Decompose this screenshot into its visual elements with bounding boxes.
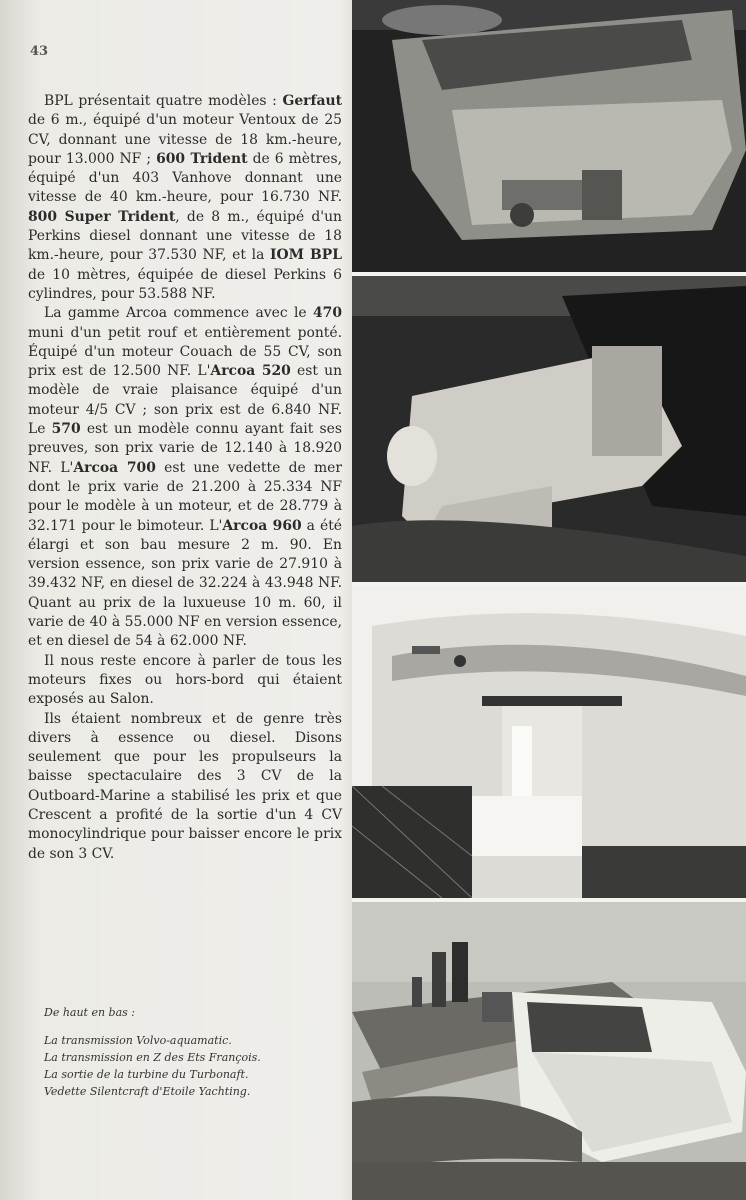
model-name: Gerfaut bbox=[282, 93, 342, 109]
text-run: est un modèle de vraie plaisance équipé d'un moteur 4/5 CV ; son prix est de 6.840 NF. Le bbox=[28, 363, 343, 438]
photo-column bbox=[352, 0, 746, 1200]
text-run: La gamme Arcoa commence avec le bbox=[44, 305, 313, 322]
caption-heading: De haut en bas : bbox=[44, 1006, 136, 1019]
text-run: a été élargi et son bau mesure 2 m. 90. En version essence, son prix varie de 27.910 à 39.432 NF, en diesel de 32.224 à 43.948 NF. Quant au prix de la luxueuse 10 m. 60, il varie de 40 à 55.000 NF en version essence, et en diesel de 54 à 62.000 NF. bbox=[28, 517, 343, 650]
text-run: de 10 mètres, équipée de diesel Perkins 6 cylindres, pour 53.588 NF. bbox=[28, 266, 342, 302]
text-run: est une vedette de mer dont le prix varie de 21.200 à 25.334 NF pour le modèle à un moteur, et de 28.779 à 32.171 pour le bimoteur. L' bbox=[28, 459, 342, 534]
model-name: 800 Super Trident bbox=[28, 208, 176, 225]
model-name: 470 bbox=[313, 305, 342, 322]
caption-item: La sortie de la turbine du Turbonaft. bbox=[44, 1068, 249, 1081]
article-text bbox=[28, 92, 342, 864]
photo-volvo-transmission bbox=[352, 0, 746, 272]
paragraph-arcoa bbox=[28, 304, 342, 651]
photo-z-transmission bbox=[352, 276, 746, 582]
text-run: , de 8 m., équipé d'un Perkins diesel donnant une vitesse de 18 km.-heure, pour 37.530 NF, et la bbox=[28, 208, 342, 264]
photo-captions bbox=[44, 1004, 334, 1100]
paragraph-bpl bbox=[28, 92, 342, 304]
text-run: BPL présentait quatre modèles : bbox=[44, 93, 283, 109]
photo-turbine bbox=[352, 586, 746, 898]
model-name: Arcoa 520 bbox=[210, 363, 291, 380]
photo-silentcraft-image bbox=[352, 902, 746, 1200]
photo-volvo-image bbox=[352, 0, 746, 272]
model-name: Arcoa 960 bbox=[222, 517, 302, 534]
paragraph-propulseurs: Ils étaient nombreux et de genre très divers à essence ou diesel. Disons seulement que pour les propulseurs la baisse spectaculaire des 3 CV de la Outboard-Marine a stabilisé les prix et que Crescent a profité de la sortie d'un 4 CV monocylindrique pour baisser encore le prix de son 3 CV. bbox=[28, 710, 342, 862]
model-name: 600 Trident bbox=[156, 150, 248, 167]
text-run: muni d'un petit rouf et entièrement ponté. Équipé d'un moteur Couach de 55 CV, son prix est de 12.500 NF. L' bbox=[28, 324, 342, 380]
text-run: de 6 mètres, équipé d'un 403 Vanhove donnant une vitesse de 40 km.-heure, pour 16.730 NF. bbox=[28, 150, 342, 206]
photo-turbine-image bbox=[352, 586, 746, 898]
paragraph-moteurs: Il nous reste encore à parler de tous les moteurs fixes ou hors-bord qui étaient exposés au Salon. bbox=[28, 652, 342, 708]
model-name: IOM BPL bbox=[270, 247, 342, 264]
model-name: 570 bbox=[51, 421, 81, 438]
photo-z-drive-image bbox=[352, 276, 746, 582]
caption-item: La transmission Volvo-aquamatic. bbox=[44, 1034, 232, 1047]
model-name: Arcoa 700 bbox=[73, 459, 156, 476]
text-run: est un modèle connu ayant fait ses preuves, son prix varie de 12.140 à 18.920 NF. L' bbox=[28, 421, 342, 476]
caption-item: La transmission en Z des Ets François. bbox=[44, 1051, 261, 1064]
text-run: de 6 m., équipé d'un moteur Ventoux de 25 CV, donnant une vitesse de 18 km.-heure, pour 13.000 NF ; bbox=[28, 112, 342, 167]
photo-silentcraft bbox=[352, 902, 746, 1200]
page-number: 43 bbox=[30, 44, 49, 59]
caption-item: Vedette Silentcraft d'Etoile Yachting. bbox=[44, 1085, 251, 1098]
